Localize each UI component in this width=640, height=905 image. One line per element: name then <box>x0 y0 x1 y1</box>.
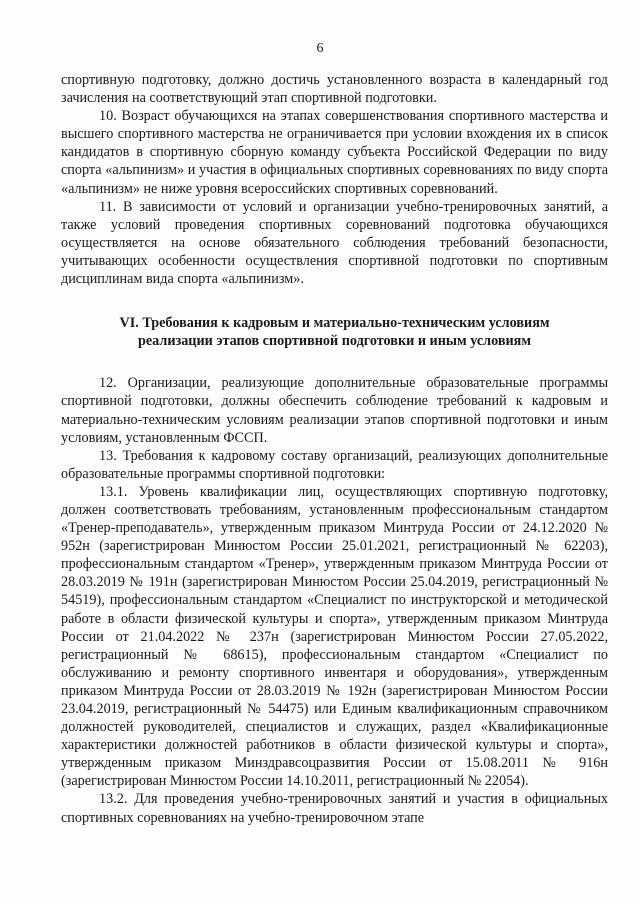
document-body <box>61 71 608 827</box>
paragraph-10: 10. Возраст обучающихся на этапах совершенствования спортивного мастерства и высшего спортивного мастерства не ограничивается при условии вхождения их в список кандидатов в спортивную сборную команду субъекта Российской Федерации по виду спорта «альпинизм» и участия в официальных спортивных соревнованиях по виду спорта «альпинизм» не ниже уровня всероссийских спортивных соревнований. <box>61 108 608 197</box>
paragraph-13-1: 13.1. Уровень квалификации лиц, осуществляющих спортивную подготовку, должен соответствовать требованиям, установленным профессиональным стандартом «Тренер-преподаватель», утвержденным приказом Минтруда России от 24.12.2020 № 952н (зарегистрирован Минюстом России 25.01.2021, регистрационный № 62203), профессиональным стандартом «Тренер», утвержденным приказом Минтруда России от 28.03.2019 № 191н (зарегистрирован Минюстом России 25.04.2019, регистрационный № 54519), профессиональным стандартом «Специалист по инструкторской и методической работе в области физической культуры и спорта», утвержденным приказом Минтруда России от 21.04.2022 № 237н (зарегистрирован Минюстом России 27.05.2022, регистрационный № 68615), профессиональным стандартом «Специалист по обслуживанию и ремонту спортивного инвентаря и оборудования», утвержденным приказом Минтруда России от 28.03.2019 № 192н (зарегистрирован Минюстом России 23.04.2019, регистрационный № 54475) или Единым квалификационным справочником должностей руководителей, специалистов и служащих, раздел «Квалификационные характеристики должностей работников в области физической культуры и спорта», утвержденным приказом Минздравсоцразвития России от 15.08.2011 № 916н (зарегистрирован Минюстом России 14.10.2011, регистрационный № 22054). <box>61 483 608 790</box>
section-heading <box>61 314 608 350</box>
section-heading-line-2: реализации этапов спортивной подготовки и иным условиям <box>137 333 532 350</box>
page-number: 6 <box>316 41 324 56</box>
paragraph-11: 11. В зависимости от условий и организации учебно-тренировочных занятий, а также условий проведения спортивных соревнований подготовка обучающихся осуществляется на основе обязательного соблюдения требований безопасности, учитывающих особенности осуществления спортивной подготовки по спортивным дисциплинам вида спорта «альпинизм». <box>61 198 608 288</box>
paragraph-13-2: 13.2. Для проведения учебно-тренировочных занятий и участия в официальных спортивных соревнованиях на учебно-тренировочном этапе <box>61 791 608 826</box>
paragraph-continuation: спортивную подготовку, должно достичь установленного возраста в календарный год зачисления на соответствующий этап спортивной подготовки. <box>61 72 608 107</box>
section-heading-line-1: VI. Требования к кадровым и материально-техническим условиям <box>119 315 550 332</box>
paragraph-12: 12. Организации, реализующие дополнительные образовательные программы спортивной подготовки, должны обеспечить соблюдение требований к кадровым и материально-техническим условиям реализации этапов спортивной подготовки и иным условиям, установленным ФССП. <box>61 375 608 446</box>
paragraph-13: 13. Требования к кадровому составу организаций, реализующих дополнительные образовательные программы спортивной подготовки: <box>61 447 608 482</box>
